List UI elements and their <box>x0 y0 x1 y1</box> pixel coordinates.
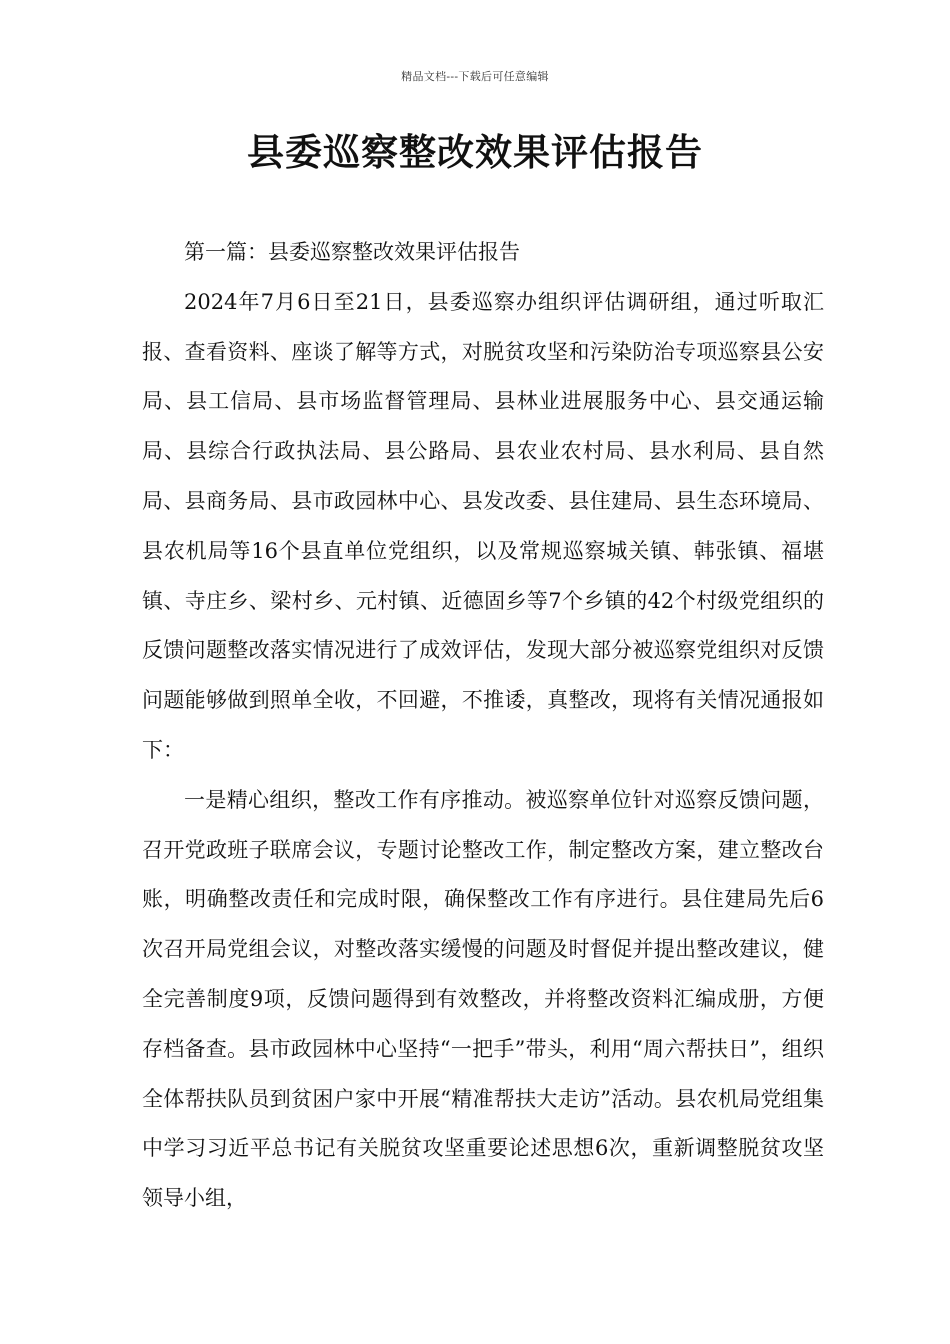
document-title: 县委巡察整改效果评估报告 <box>247 130 703 174</box>
body-paragraph: 一是精心组织，整改工作有序推动。被巡察单位针对巡察反馈问题，召开党政班子联席会议，专题讨论整改工作，制定整改方案，建立整改台账，明确整改责任和完成时限，确保整改工作有序进行。县住建局先后6次召开局党组会议，对整改落实缓慢的问题及时督促并提出整改建议，健全完善制度9项，反馈问题得到有效整改，并将整改资料汇编成册，方便存档备查。县市政园林中心坚持“一把手”带头，利用“周六帮扶日”，组织全体帮扶队员到贫困户家中开展“精准帮扶大走访”活动。县农机局党组集中学习习近平总书记有关脱贫攻坚重要论述思想6次，重新调整脱贫攻坚领导小组， <box>142 787 824 1211</box>
document-body <box>142 228 824 1224</box>
body-paragraph: 2024年7月6日至21日，县委巡察办组织评估调研组，通过听取汇报、查看资料、座谈了解等方式，对脱贫攻坚和污染防治专项巡察县公安局、县工信局、县市场监督管理局、县林业进展服务中心、县交通运输局、县综合行政执法局、县公路局、县农业农村局、县水利局、县自然局、县商务局、县市政园林中心、县发改委、县住建局、县生态环境局、县农机局等16个县直单位党组织，以及常规巡察城关镇、韩张镇、福堪镇、寺庄乡、梁村乡、元村镇、近德固乡等7个乡镇的42个村级党组织的反馈问题整改落实情况进行了成效评估，发现大部分被巡察党组织对反馈问题能够做到照单全收，不回避，不推诿，真整改，现将有关情况通报如下： <box>142 289 824 762</box>
section-heading: 第一篇：县委巡察整改效果评估报告 <box>184 240 520 264</box>
header-note: 精品文档---下载后可任意编辑 <box>401 70 549 83</box>
